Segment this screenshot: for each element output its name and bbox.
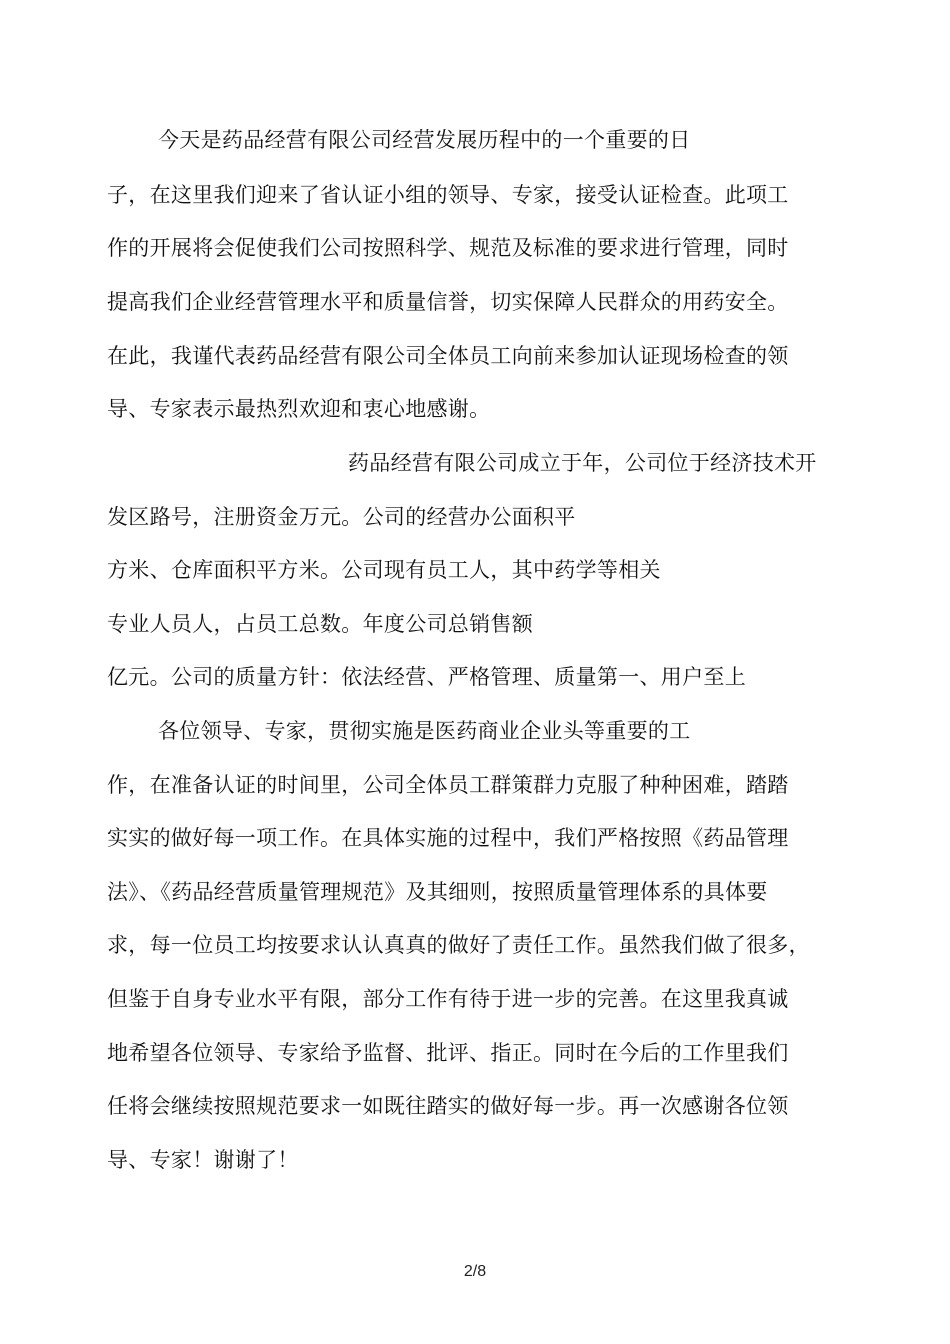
text-line-9: 方米、仓库面积平方米。公司现有员工人，其中药学等相关	[107, 558, 661, 582]
text-line-5: 在此，我谨代表药品经营有限公司全体员工向前来参加认证现场检查的领	[107, 344, 789, 368]
text-line-12: 各位领导、专家，贯彻实施是医药商业企业头等重要的工	[158, 719, 691, 743]
text-line-14: 实实的做好每一项工作。在具体实施的过程中，我们严格按照《药品管理	[107, 826, 789, 850]
text-line-20: 导、专家！谢谢了！	[107, 1148, 299, 1172]
text-line-8: 发区路号，注册资金万元。公司的经营办公面积平	[107, 505, 576, 529]
text-line-16: 求，每一位员工均按要求认认真真的做好了责任工作。虽然我们做了很多，	[107, 933, 810, 957]
text-line-4: 提高我们企业经营管理水平和质量信誉，切实保障人民群众的用药安全。	[107, 290, 789, 314]
text-line-10: 专业人员人，占员工总数。年度公司总销售额	[107, 612, 533, 636]
text-line-18: 地希望各位领导、专家给予监督、批评、指正。同时在今后的工作里我们	[107, 1041, 789, 1065]
text-line-1: 今天是药品经营有限公司经营发展历程中的一个重要的日	[158, 128, 691, 152]
text-line-11: 亿元。公司的质量方针：依法经营、严格管理、质量第一、用户至上	[107, 665, 746, 689]
text-line-2: 子，在这里我们迎来了省认证小组的领导、专家，接受认证检查。此项工	[107, 183, 789, 207]
text-line-17: 但鉴于自身专业水平有限，部分工作有待于进一步的完善。在这里我真诚	[107, 987, 789, 1011]
text-line-15: 法》、《药品经营质量管理规范》及其细则，按照质量管理体系的具体要	[107, 880, 768, 904]
text-line-6: 导、专家表示最热烈欢迎和衷心地感谢。	[107, 397, 491, 421]
page-number: 2/8	[463, 1263, 487, 1280]
text-line-19: 任将会继续按照规范要求一如既往踏实的做好每一步。再一次感谢各位领	[107, 1094, 789, 1118]
text-line-3: 作的开展将会促使我们公司按照科学、规范及标准的要求进行管理，同时	[107, 236, 789, 260]
text-line-7: 药品经营有限公司成立于年，公司位于经济技术开	[348, 451, 817, 475]
text-line-13: 作，在准备认证的时间里，公司全体员工群策群力克服了种种困难，踏踏	[107, 773, 789, 797]
